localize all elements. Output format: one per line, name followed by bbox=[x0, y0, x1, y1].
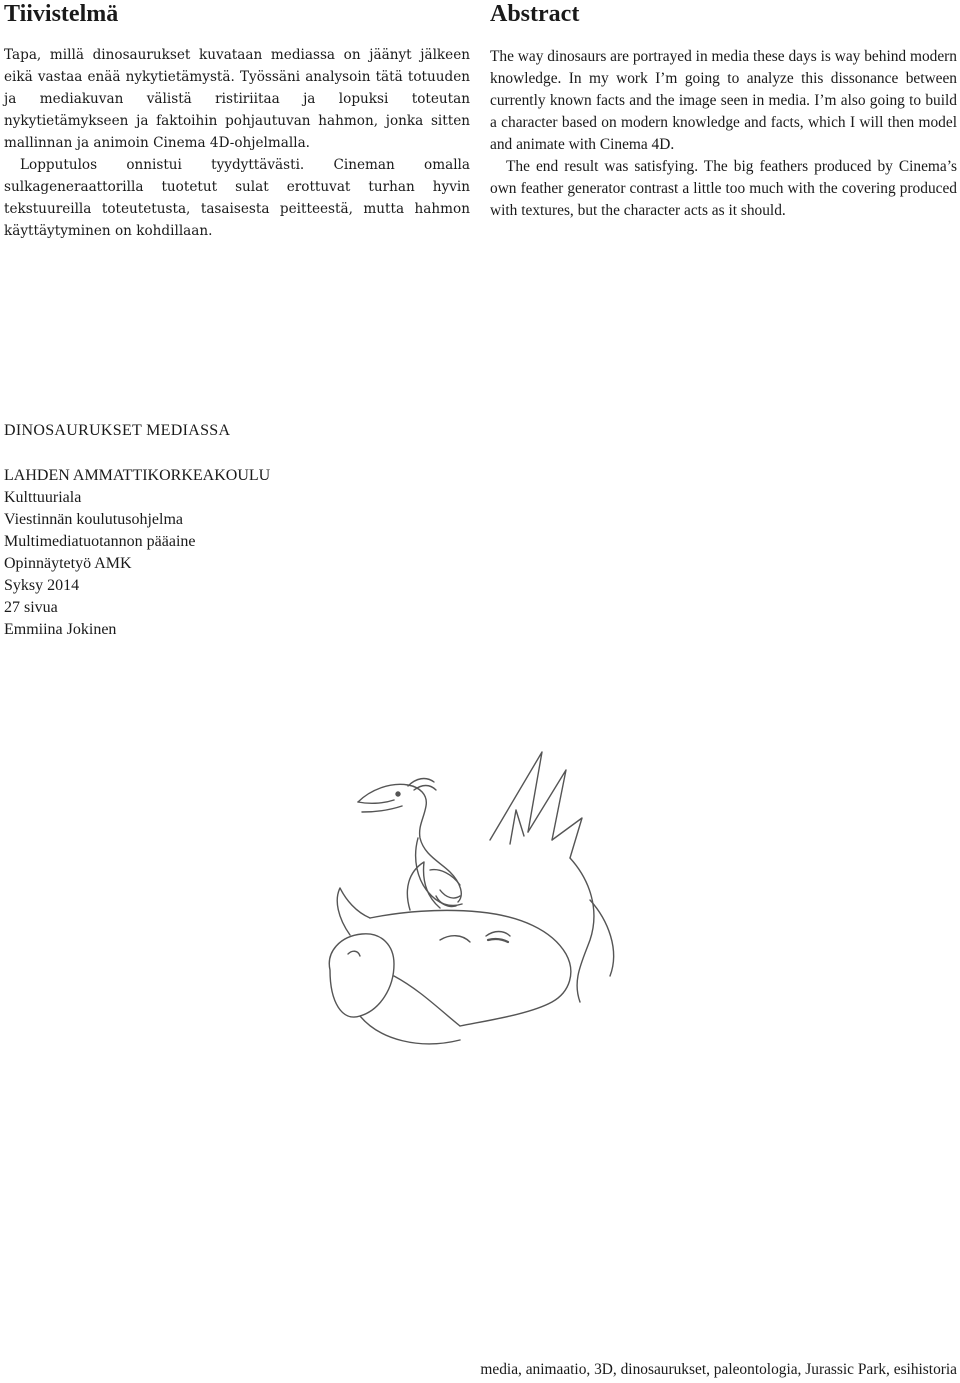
ceratopsian-head-drawing bbox=[329, 862, 570, 1044]
thesis-metadata bbox=[4, 420, 270, 641]
english-heading: Abstract bbox=[490, 1, 580, 27]
finnish-heading: Tiivistelmä bbox=[4, 1, 119, 27]
meta-pages: 27 sivua bbox=[4, 599, 58, 616]
finnish-paragraph-2: Lopputulos onnistui tyydyttävästi. Cineman omalla sulkageneraattorilla tuotetut sulat erottuvat turhan hyvin tekstuureilla toteutetusta, tasaisesta peitteestä, mutta hahmon käyttäytyminen on kohdillaan. bbox=[4, 157, 470, 239]
meta-institution: LAHDEN AMMATTIKORKEAKOULU bbox=[4, 467, 271, 484]
keywords-line: media, animaatio, 3D, dinosaurukset, paleontologia, Jurassic Park, esihistoria bbox=[480, 1361, 957, 1378]
meta-term: Syksy 2014 bbox=[4, 577, 80, 594]
finnish-paragraph-1: Tapa, millä dinosaurukset kuvataan mediassa on jäänyt jälkeen eikä vastaa enää nykytietämystä. Työssäni analysoin tätä totuuden ja mediakuvan välistä ristiriitaa ja lopuksi toteutan nykytietämykseen ja faktoihin pohjautuvan hahmon, jonka sitten mallinnan ja animoin Cinema 4D-ohjelmalla. bbox=[4, 47, 470, 151]
meta-programme: Viestinnän koulutusohjelma bbox=[4, 511, 184, 528]
finnish-abstract-column bbox=[4, 0, 470, 242]
ceratopsian-frill-drawing bbox=[490, 752, 614, 1002]
meta-major: Multimediatuotannon pääaine bbox=[4, 533, 196, 550]
dinosaur-sketch-illustration bbox=[290, 740, 690, 1060]
meta-degree: Opinnäytetyö AMK bbox=[4, 555, 132, 572]
english-paragraph-2: The end result was satisfying. The big feathers produced by Cinema’s own feather generator contrast a little too much with the covering produced with textures, but the character acts as it should. bbox=[490, 158, 957, 219]
english-paragraph-1: The way dinosaurs are portrayed in media these days is way behind modern knowledge. In my work I’m going to analyze this dissonance between currently known facts and the image seen in media. I’m also going to build a character based on modern knowledge and facts, which I will then model and animate with Cinema 4D. bbox=[490, 48, 957, 153]
thesis-title: DINOSAURUKSET MEDIASSA bbox=[4, 422, 231, 439]
meta-field: Kulttuuriala bbox=[4, 489, 82, 506]
feathered-dinosaur-drawing bbox=[358, 779, 462, 907]
english-abstract-column bbox=[490, 0, 957, 222]
meta-author: Emmiina Jokinen bbox=[4, 621, 117, 638]
